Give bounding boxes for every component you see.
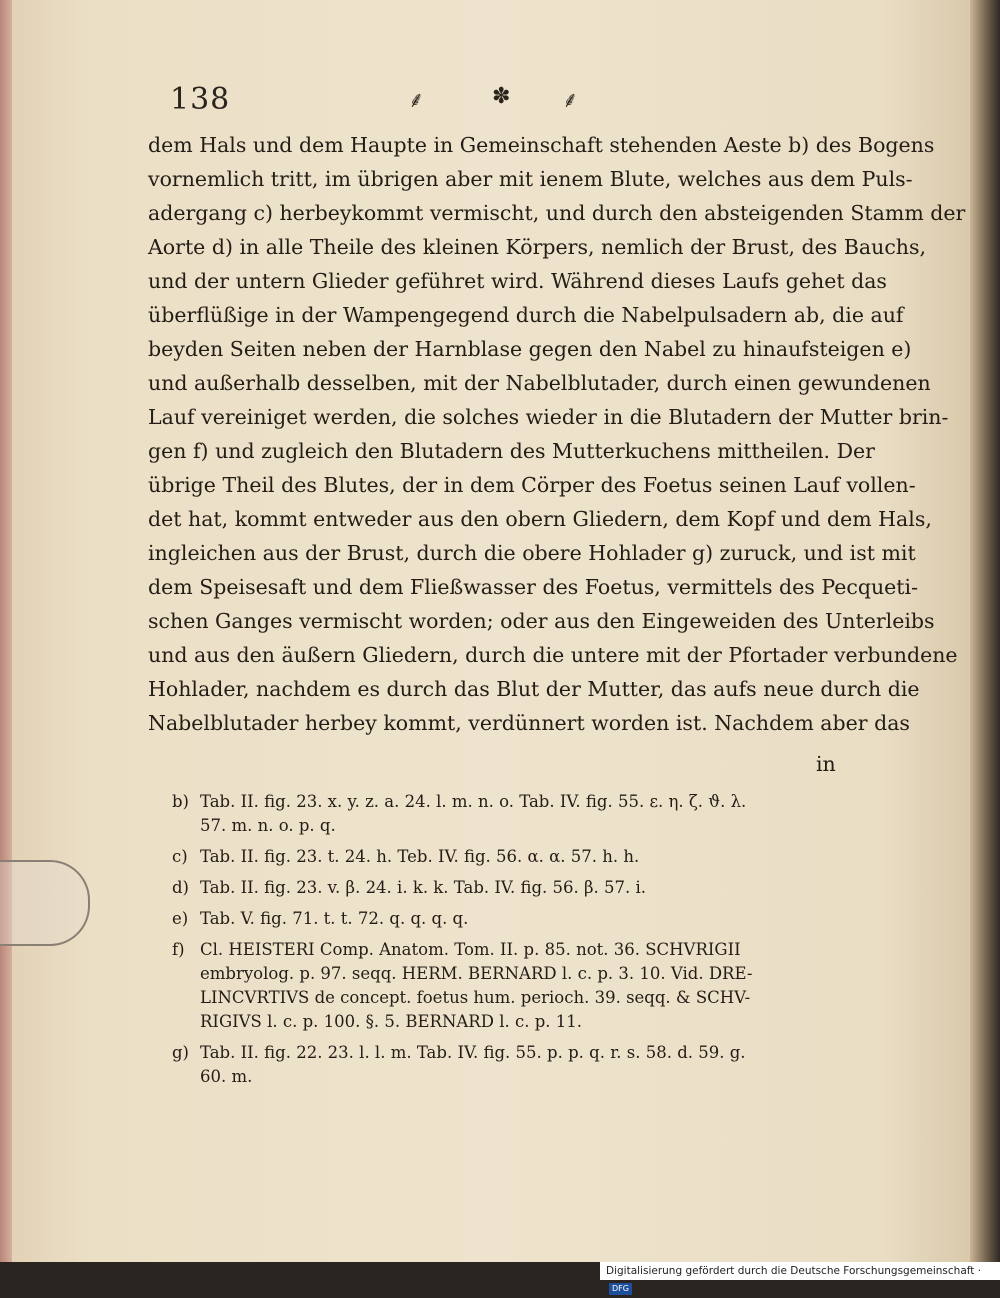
footnote-line: embryolog. p. 97. seqq. HERM. BERNARD l. c. p. 3. 10. Vid. DRE- [200, 964, 753, 983]
running-head [170, 82, 870, 122]
credit-text: Digitalisierung gefördert durch die Deutsche Forschungsgemeinschaft · [606, 1265, 982, 1277]
footnote-mark: c) [172, 847, 188, 866]
body-line: dem Speisesaft und dem Fließwasser des Foetus, vermittels des Pecqueti- [148, 575, 919, 599]
footnote-b [172, 790, 872, 838]
footnotes [172, 790, 872, 1096]
footnote-f [172, 938, 872, 1034]
dfg-logo: DFG [609, 1283, 632, 1295]
footnote-line: Tab. V. fig. 71. t. t. 72. q. q. q. q. [200, 909, 469, 928]
ornament-left-icon: ⸙ [408, 88, 425, 113]
body-line: schen Ganges vermischt worden; oder aus den Eingeweiden des Unterleibs [148, 609, 935, 633]
digitization-credit [600, 1262, 1000, 1293]
footnote-c [172, 845, 872, 869]
body-line: und aus den äußern Gliedern, durch die untere mit der Pfortader verbundene [148, 643, 958, 667]
footnote-d [172, 876, 872, 900]
body-line: det hat, kommt entweder aus den obern Gliedern, dem Kopf und dem Hals, [148, 507, 932, 531]
body-line: beyden Seiten neben der Harnblase gegen den Nabel zu hinaufsteigen e) [148, 337, 912, 361]
footnote-mark: g) [172, 1043, 189, 1062]
footnote-line: LINCVRTIVS de concept. foetus hum. perioch. 39. seqq. & SCHV- [200, 988, 751, 1007]
footnote-g [172, 1041, 872, 1089]
gutter-shadow [970, 0, 1000, 1262]
body-line: überflüßige in der Wampengegend durch die Nabelpulsadern ab, die auf [148, 303, 904, 327]
clip-icon [0, 860, 90, 946]
footnote-line: Tab. II. fig. 22. 23. l. l. m. Tab. IV. fig. 55. p. p. q. r. s. 58. d. 59. g. [200, 1043, 746, 1062]
body-line: Aorte d) in alle Theile des kleinen Körpers, nemlich der Brust, des Bauchs, [148, 235, 927, 259]
body-line: Hohlader, nachdem es durch das Blut der Mutter, das aufs neue durch die [148, 677, 920, 701]
footnote-line: 60. m. [200, 1067, 253, 1086]
ornament-right-icon: ⸙ [562, 88, 579, 113]
catchword: in [816, 752, 836, 776]
footnote-line: Tab. II. fig. 23. x. y. z. a. 24. l. m. n. o. Tab. IV. fig. 55. ε. η. ζ. ϑ. λ. [200, 792, 747, 811]
body-line: gen f) und zugleich den Blutadern des Mutterkuchens mittheilen. Der [148, 439, 875, 463]
page-number: 138 [170, 82, 231, 117]
body-line: und außerhalb desselben, mit der Nabelblutader, durch einen gewundenen [148, 371, 931, 395]
body-line: Nabelblutader herbey kommt, verdünnert worden ist. Nachdem aber das [148, 711, 910, 735]
footnote-e [172, 907, 872, 931]
footnote-mark: e) [172, 909, 189, 928]
footnote-line: Tab. II. fig. 23. t. 24. h. Teb. IV. fig. 56. α. α. 57. h. h. [200, 847, 640, 866]
body-line: übrige Theil des Blutes, der in dem Cörper des Foetus seinen Lauf vollen- [148, 473, 916, 497]
body-line: vornemlich tritt, im übrigen aber mit ienem Blute, welches aus dem Puls- [148, 167, 913, 191]
body-line: dem Hals und dem Haupte in Gemeinschaft stehenden Aeste b) des Bogens [148, 133, 935, 157]
footnote-mark: b) [172, 792, 189, 811]
footnote-mark: f) [172, 940, 185, 959]
footnote-line: 57. m. n. o. p. q. [200, 816, 336, 835]
body-line: adergang c) herbeykommt vermischt, und durch den absteigenden Stamm der [148, 201, 966, 225]
footnote-line: Tab. II. fig. 23. v. β. 24. i. k. k. Tab. IV. fig. 56. β. 57. i. [200, 878, 647, 897]
body-text [148, 128, 966, 740]
ornament-center-icon: ✽ [492, 84, 511, 109]
body-line: Lauf vereiniget werden, die solches wieder in die Blutadern der Mutter brin- [148, 405, 949, 429]
body-line: ingleichen aus der Brust, durch die obere Hohlader g) zuruck, und ist mit [148, 541, 916, 565]
footnote-line: Cl. HEISTERI Comp. Anatom. Tom. II. p. 85. not. 36. SCHVRIGII [200, 940, 741, 959]
body-line: und der untern Glieder geführet wird. Während dieses Laufs gehet das [148, 269, 887, 293]
footnote-line: RIGIVS l. c. p. 100. §. 5. BERNARD l. c. p. 11. [200, 1012, 582, 1031]
footnote-mark: d) [172, 878, 189, 897]
